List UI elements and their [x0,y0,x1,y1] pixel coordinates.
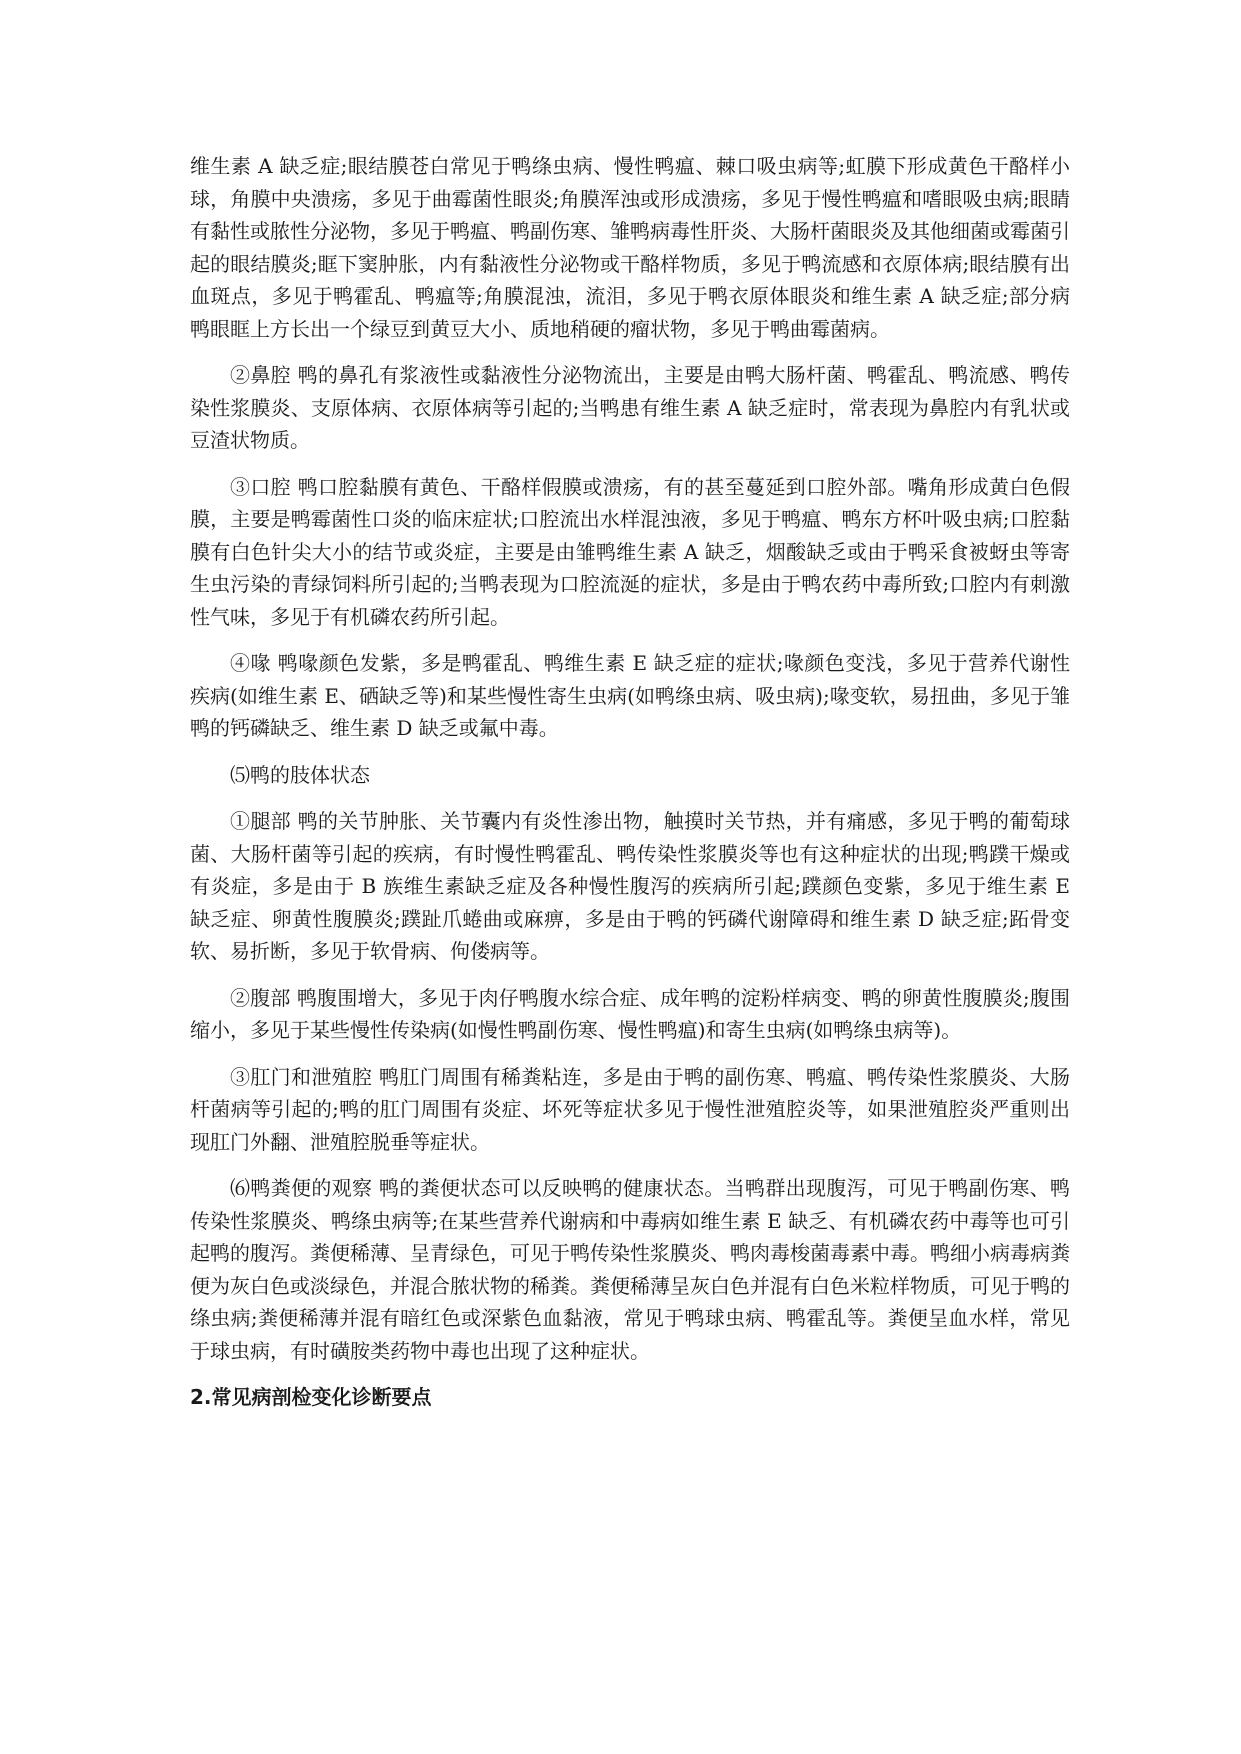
paragraph-legs: ①腿部 鸭的关节肿胀、关节囊内有炎性渗出物，触摸时关节热，并有痛感，多见于鸭的葡萄球菌、大肠杆菌等引起的疾病，有时慢性鸭霍乱、鸭传染性浆膜炎等也有这种症状的出现;鸭蹼干燥或有炎症，多是由于 B 族维生素缺乏症及各种慢性腹泻的疾病所引起;蹼颜色变紫，多见于维生素 E 缺乏症、卵黄性腹膜炎;蹼趾爪蜷曲或麻痹，多是由于鸭的钙磷代谢障碍和维生素 D 缺乏症;跖骨变软、易折断，多见于软骨病、佝偻病等。 [190,809,1070,963]
paragraph-cloaca: ③肛门和泄殖腔 鸭肛门周围有稀粪粘连，多是由于鸭的副伤寒、鸭瘟、鸭传染性浆膜炎、大肠杆菌病等引起的;鸭的肛门周围有炎症、坏死等症状多见于慢性泄殖腔炎等，如果泄殖腔炎严重则出现肛门外翻、泄殖腔脱垂等症状。 [190,1064,1070,1154]
paragraph-beak: ④喙 鸭喙颜色发紫，多是鸭霍乱、鸭维生素 E 缺乏症的症状;喙颜色变浅，多见于营养代谢性疾病(如维生素 E、硒缺乏等)和某些慢性寄生虫病(如鸭绦虫病、吸虫病);喙变软，易扭曲，多见于雏鸭的钙磷缺乏、维生素 D 缺乏或氟中毒。 [190,651,1070,740]
paragraph-eye-symptoms: 维生素 A 缺乏症;眼结膜苍白常见于鸭绦虫病、慢性鸭瘟、棘口吸虫病等;虹膜下形成黄色干酪样小球，角膜中央溃疡，多见于曲霉菌性眼炎;角膜浑浊或形成溃疡，多见于慢性鸭瘟和嗜眼吸虫病;眼睛有黏性或脓性分泌物，多见于鸭瘟、鸭副伤寒、雏鸭病毒性肝炎、大肠杆菌眼炎及其他细菌或霉菌引起的眼结膜炎;眶下窦肿胀，内有黏液性分泌物或干酪样物质，多见于鸭流感和衣原体病;眼结膜有出血斑点，多见于鸭霍乱、鸭瘟等;角膜混浊，流泪，多见于鸭衣原体眼炎和维生素 A 缺乏症;部分病鸭眼眶上方长出一个绿豆到黄豆大小、质地稍硬的瘤状物，多见于鸭曲霉菌病。 [190,154,1070,341]
document-page [190,150,1070,1413]
paragraph-oral-cavity: ③口腔 鸭口腔黏膜有黄色、干酪样假膜或溃疡，有的甚至蔓延到口腔外部。嘴角形成黄白色假膜，主要是鸭霉菌性口炎的临床症状;口腔流出水样混浊液，多见于鸭瘟、鸭东方杯叶吸虫病;口腔黏膜有白色针尖大小的结节或炎症，主要是由雏鸭维生素 A 缺乏，烟酸缺乏或由于鸭采食被蚜虫等寄生虫污染的青绿饲料所引起的;当鸭表现为口腔流涎的症状，多是由于鸭农药中毒所致;口腔内有刺激性气味，多见于有机磷农药所引起。 [190,474,1070,629]
paragraph-nasal-cavity: ②鼻腔 鸭的鼻孔有浆液性或黏液性分泌物流出，主要是由鸭大肠杆菌、鸭霍乱、鸭流感、鸭传染性浆膜炎、支原体病、衣原体病等引起的;当鸭患有维生素 A 缺乏症时，常表现为鼻腔内有乳状或豆渣状物质。 [190,363,1070,452]
paragraph-feces: ⑹鸭粪便的观察 鸭的粪便状态可以反映鸭的健康状态。当鸭群出现腹泻，可见于鸭副伤寒、鸭传染性浆膜炎、鸭绦虫病等;在某些营养代谢病和中毒病如维生素 E 缺乏、有机磷农药中毒等也可引起鸭的腹泻。粪便稀薄、呈青绿色，可见于鸭传染性浆膜炎、鸭肉毒梭菌毒素中毒。鸭细小病毒病粪便为灰白色或淡绿色，并混合脓状物的稀粪。粪便稀薄呈灰白色并混有白色米粒样物质，可见于鸭的绦虫病;粪便稀薄并混有暗红色或深紫色血黏液，常见于鸭球虫病、鸭霍乱等。粪便呈血水样，常见于球虫病，有时磺胺类药物中毒也出现了这种症状。 [190,1176,1070,1363]
subheading-limb-state: ⑸鸭的肢体状态 [230,762,370,787]
paragraph-abdomen: ②腹部 鸭腹围增大，多见于肉仔鸭腹水综合症、成年鸭的淀粉样病变、鸭的卵黄性腹膜炎;腹围缩小，多见于某些慢性传染病(如慢性鸭副伤寒、慢性鸭瘟)和寄生虫病(如鸭绦虫病等)。 [190,985,1070,1042]
section-heading: 2.常见病剖检变化诊断要点 [190,1385,432,1409]
